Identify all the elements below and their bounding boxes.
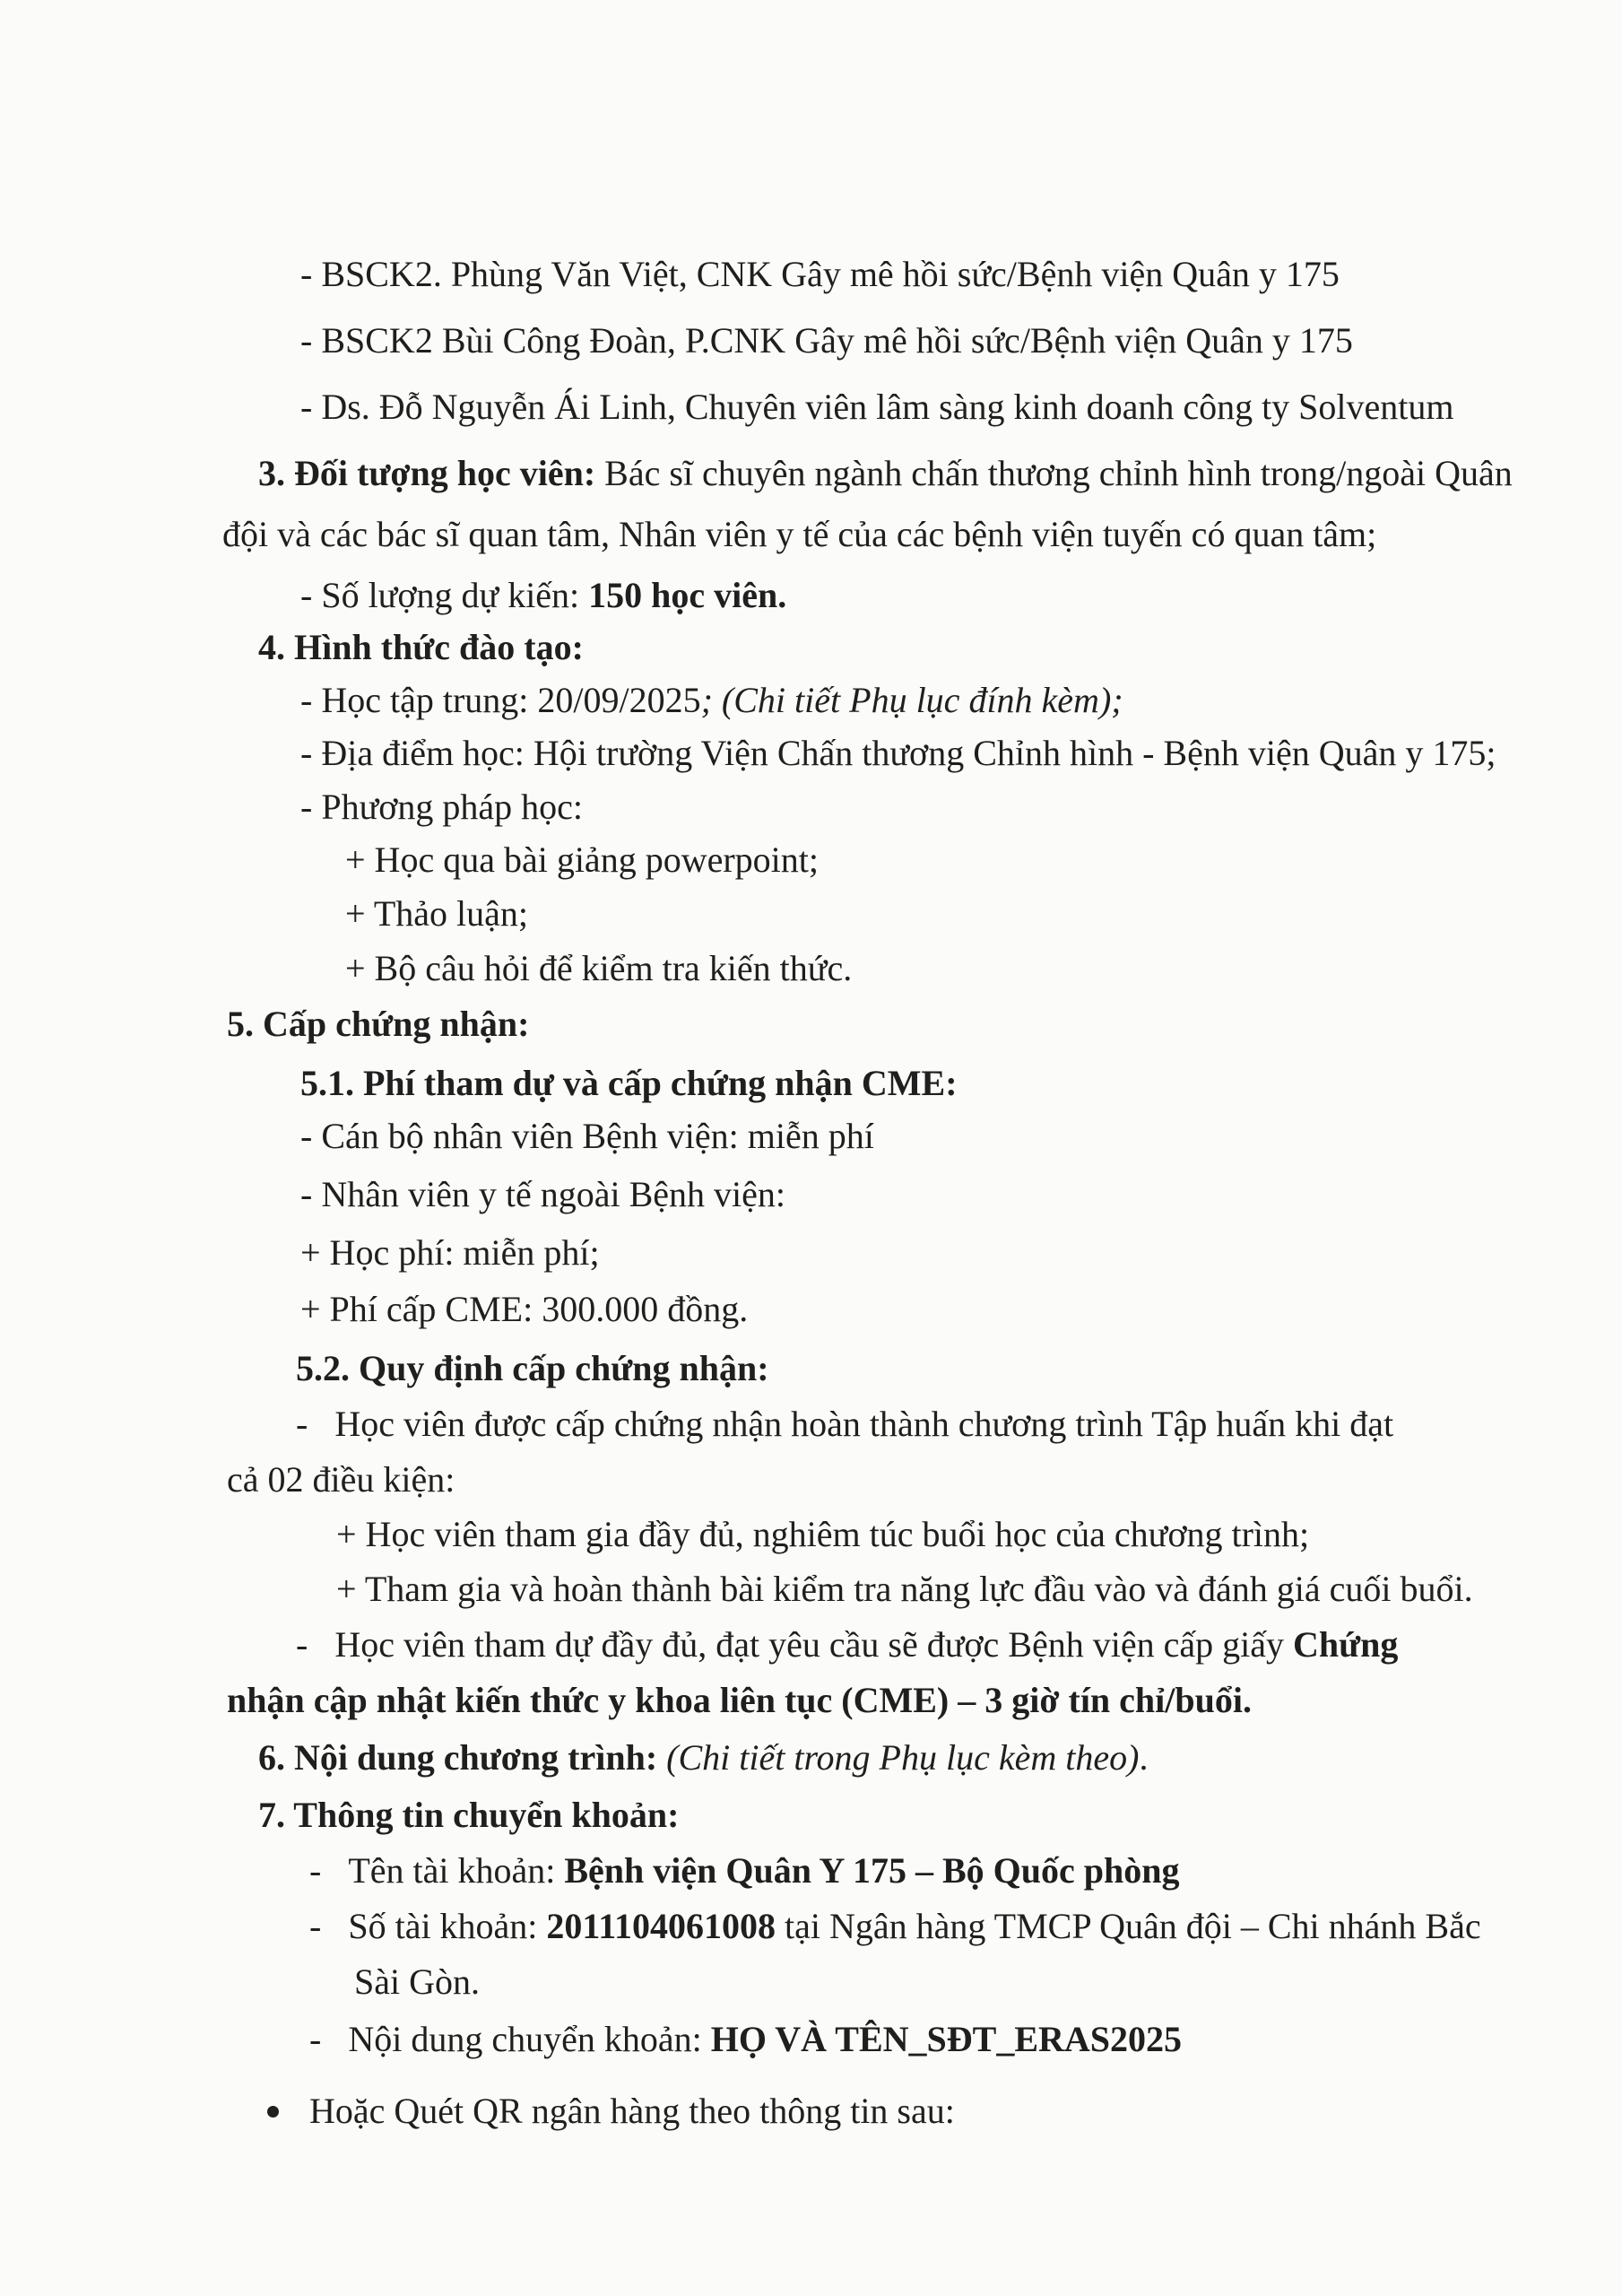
account-name: Bệnh viện Quân Y 175 – Bộ Quốc phòng [564, 1850, 1180, 1891]
lecturer-line: - BSCK2 Bùi Công Đoàn, P.CNK Gây mê hồi sức/Bệnh viện Quân y 175 [300, 320, 1353, 361]
participant-count: - Số lượng dự kiến: 150 học viên. [300, 575, 787, 615]
study-date: - Học tập trung: 20/09/2025; (Chi tiết Phụ lục đính kèm); [300, 680, 1123, 720]
account-number: 2011104061008 [546, 1906, 776, 1946]
participant-count-value: 150 học viên. [588, 575, 787, 615]
section-3-heading: 3. Đối tượng học viên: [258, 453, 596, 493]
fee-line: + Phí cấp CME: 300.000 đồng. [300, 1289, 749, 1329]
section-6-line: 6. Nội dung chương trình: (Chi tiết trong Phụ lục kèm theo). [258, 1737, 1149, 1778]
study-location: - Địa điểm học: Hội trường Viện Chấn thương Chỉnh hình - Bệnh viện Quân y 175; [300, 733, 1496, 773]
lecturer-line: - Ds. Đỗ Nguyễn Ái Linh, Chuyên viên lâm sàng kinh doanh công ty Solventum [300, 387, 1454, 427]
qr-instruction: Hoặc Quét QR ngân hàng theo thông tin sau: [309, 2091, 955, 2131]
section-3-text-cont: đội và các bác sĩ quan tâm, Nhân viên y tế của các bệnh viện tuyến có quan tâm; [222, 514, 1377, 554]
fee-line: - Cán bộ nhân viên Bệnh viện: miễn phí [300, 1116, 874, 1156]
section-3-text: Bác sĩ chuyên ngành chấn thương chỉnh hình trong/ngoài Quân [595, 453, 1513, 493]
section-6-note: (Chi tiết trong Phụ lục kèm theo) [657, 1737, 1140, 1778]
study-method-item: + Bộ câu hỏi để kiểm tra kiến thức. [345, 948, 853, 988]
transfer-content: HỌ VÀ TÊN_SĐT_ERAS2025 [710, 2019, 1183, 2059]
bank-branch-cont: Sài Gòn. [354, 1961, 480, 2002]
section-5-heading: 5. Cấp chứng nhận: [227, 1004, 530, 1044]
lecturer-line: - BSCK2. Phùng Văn Việt, CNK Gây mê hồi sức/Bệnh viện Quân y 175 [300, 254, 1340, 294]
dash-bullet: - [309, 1906, 349, 1946]
section-5-2-heading: 5.2. Quy định cấp chứng nhận: [296, 1348, 769, 1388]
account-number-line: - Số tài khoản: 2011104061008 tại Ngân hàng TMCP Quân đội – Chi nhánh Bắc [309, 1906, 1481, 1946]
study-note: ; (Chi tiết Phụ lục đính kèm); [700, 680, 1123, 720]
certificate-grant: - Học viên tham dự đầy đủ, đạt yêu cầu sẽ được Bệnh viện cấp giấy Chứng [296, 1624, 1399, 1665]
section-3-line [258, 452, 1513, 495]
section-7-heading: 7. Thông tin chuyển khoản: [258, 1795, 680, 1835]
study-method-label: - Phương pháp học: [300, 787, 584, 827]
transfer-content-line: - Nội dung chuyển khoản: HỌ VÀ TÊN_SĐT_ERAS2025 [309, 2019, 1183, 2059]
fee-line: - Nhân viên y tế ngoài Bệnh viện: [300, 1174, 785, 1214]
certificate-condition: + Học viên tham gia đầy đủ, nghiêm túc buổi học của chương trình; [336, 1514, 1310, 1554]
certificate-rule: - Học viên được cấp chứng nhận hoàn thành chương trình Tập huấn khi đạt [296, 1404, 1394, 1444]
section-5-1-heading: 5.1. Phí tham dự và cấp chứng nhận CME: [300, 1063, 958, 1103]
bullet-icon [267, 2106, 279, 2118]
section-6-heading: 6. Nội dung chương trình: [258, 1737, 658, 1778]
account-name-line: - Tên tài khoản: Bệnh viện Quân Y 175 – Bộ Quốc phòng [309, 1850, 1180, 1891]
certificate-cme-line: nhận cập nhật kiến thức y khoa liên tục (CME) – 3 giờ tín chỉ/buổi. [227, 1680, 1253, 1720]
certificate-condition: + Tham gia và hoàn thành bài kiểm tra năng lực đầu vào và đánh giá cuối buổi. [336, 1569, 1473, 1609]
section-4-heading: 4. Hình thức đào tạo: [258, 627, 584, 667]
study-method-item: + Học qua bài giảng powerpoint; [345, 839, 819, 880]
fee-line: + Học phí: miễn phí; [300, 1232, 600, 1273]
certificate-rule-cont: cả 02 điều kiện: [227, 1459, 455, 1500]
study-method-item: + Thảo luận; [345, 893, 529, 934]
dash-bullet: - [309, 2019, 349, 2059]
dash-bullet: - [309, 1850, 349, 1891]
